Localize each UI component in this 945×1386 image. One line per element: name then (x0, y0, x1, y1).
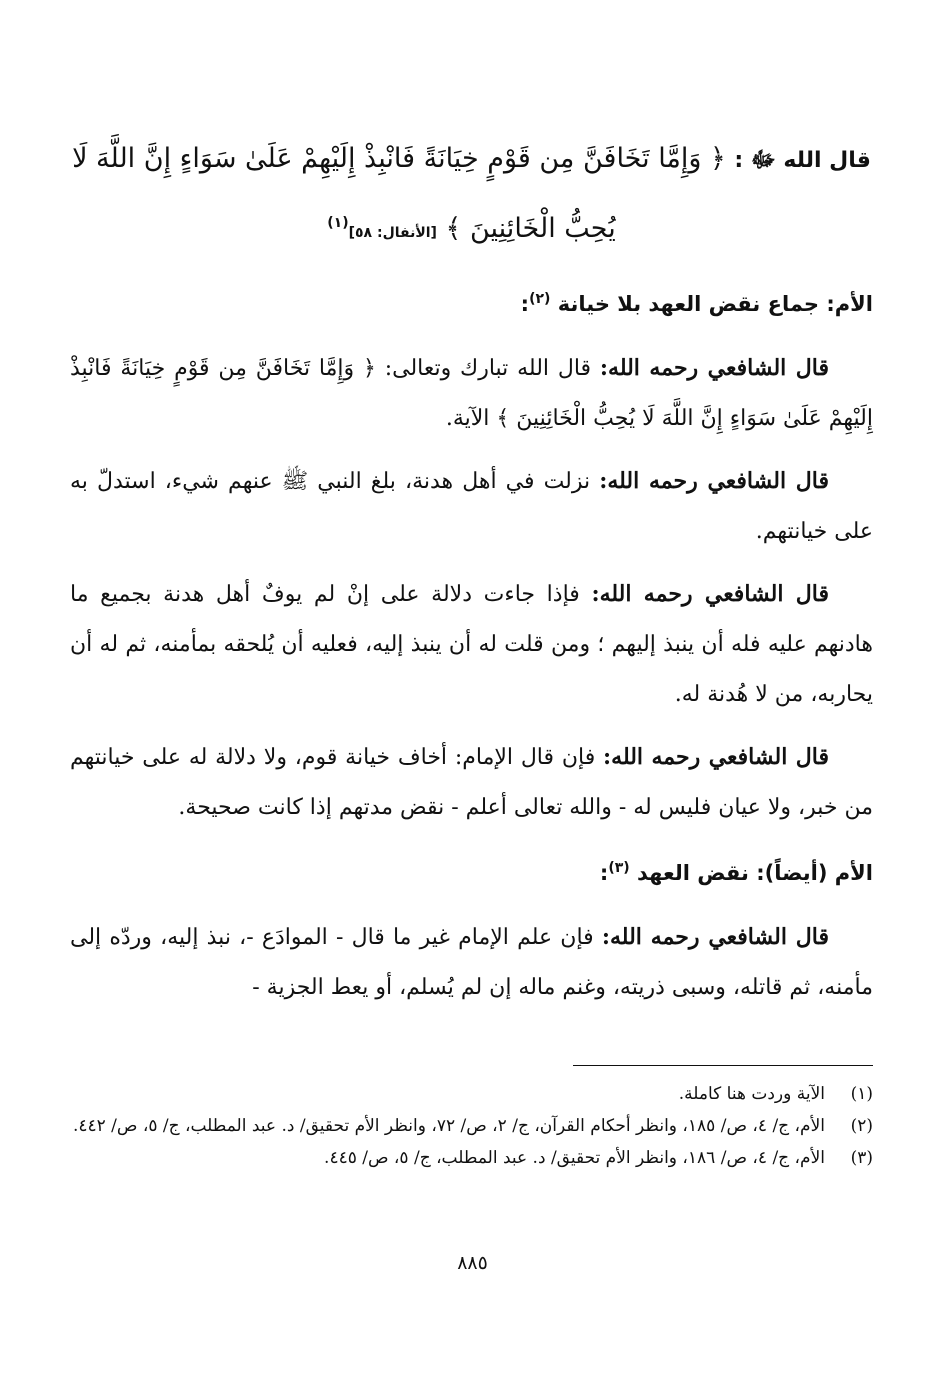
footnote (70, 1110, 873, 1142)
verse-text: ﴿ وَإِمَّا تَخَافَنَّ مِن قَوْمٍ خِيَانَةً فَانْبِذْ إِلَيْهِمْ عَلَىٰ سَوَاءٍ إِنَّ اللَّهَ لَا يُحِبُّ الْخَائِنِينَ ﴾ (72, 143, 726, 244)
paragraph (70, 569, 873, 720)
section-heading-2 (70, 853, 873, 888)
paragraph (70, 456, 873, 557)
paragraph (70, 912, 873, 1013)
section-heading-1 (70, 284, 873, 319)
footnote-number: (٢) (850, 1116, 873, 1136)
footnote-marker-2: (٢) (529, 291, 551, 307)
heading-colon: : (599, 861, 609, 885)
verse-reference: [الأنفال: ٥٨] (348, 225, 437, 241)
footnote-text: الآية وردت هنا كاملة. (678, 1084, 825, 1104)
footnote-text: الأم، ج/ ٤، ص/ ١٨٦، وانظر الأم تحقيق/ د. عبد المطلب، ج/ ٥، ص/ ٤٤٥. (324, 1148, 825, 1168)
heading-text: الأم (أيضاً): نقض العهد (637, 861, 873, 885)
footnote-text: الأم، ج/ ٤، ص/ ١٨٥، وانظر أحكام القرآن، ج/ ٢، ص/ ٧٢، وانظر الأم تحقيق/ د. عبد المطلب، ج/ ٥، ص/ ٤٤٢. (72, 1116, 825, 1136)
paragraph-text: قال الله تبارك وتعالى: ﴿ وَإِمَّا تَخَافَنَّ مِن قَوْمٍ خِيَانَةً فَانْبِذْ إِلَيْهِمْ عَلَىٰ سَوَاءٍ إِنَّ اللَّهَ لَا يُحِبُّ الْخَائِنِينَ ﴾ الآية. (70, 356, 873, 431)
speaker: قال الشافعي رحمه الله: (603, 744, 830, 770)
footnote-marker-3: (٣) (608, 860, 630, 876)
footnote (70, 1142, 873, 1174)
footnote-separator (573, 1065, 873, 1066)
speaker: قال الشافعي رحمه الله: (599, 355, 829, 381)
paragraph-text: نزلت في أهل هدنة، بلغ النبي ﷺ عنهم شيء، استدلّ به على خيانتهم. (70, 469, 873, 544)
paragraph-text: فإن قال الإمام: أخاف خيانة قوم، ولا دلالة له على خيانتهم من خبر، ولا عيان فليس له - والله تعالى أعلم - نقض مدتهم إذا كانت صحيحة. (70, 745, 873, 820)
footnote-marker-1: (١) (327, 215, 349, 231)
paragraph-text: فإذا جاءت دلالة على إنْ لم يوفٌ أهل هدنة بجميع ما هادنهم عليه فله أن ينبذ إليهم ؛ ومن قلت له أن ينبذ إليه، فعليه أن يُلحقه بمأمنه، ثم له أن يحاربه، من لا هُدنة له. (70, 582, 873, 707)
speaker: قال الشافعي رحمه الله: (599, 468, 830, 494)
footnote (70, 1078, 873, 1110)
heading-text: الأم: جماع نقض العهد بلا خيانة (557, 292, 873, 316)
verse-lead: قال الله ﷻ : (734, 148, 871, 173)
footnote-number: (٣) (850, 1148, 873, 1168)
heading-colon: : (520, 292, 530, 316)
paragraph (70, 732, 873, 833)
speaker: قال الشافعي رحمه الله: (591, 581, 829, 607)
page-number: ٨٨٥ (457, 1252, 488, 1274)
paragraph-text: فإن علم الإمام غير ما قال - الموادَع -، نبذ إليه، وردّه إلى مأمنه، ثم قاتله، وسبى ذريته، وغنم ماله إن لم يُسلم، أو يعط الجزية - (70, 925, 873, 1000)
verse-block (70, 128, 873, 264)
footnotes (70, 1078, 873, 1174)
speaker: قال الشافعي رحمه الله: (601, 924, 829, 950)
footnote-number: (١) (850, 1084, 873, 1104)
paragraph (70, 343, 873, 444)
